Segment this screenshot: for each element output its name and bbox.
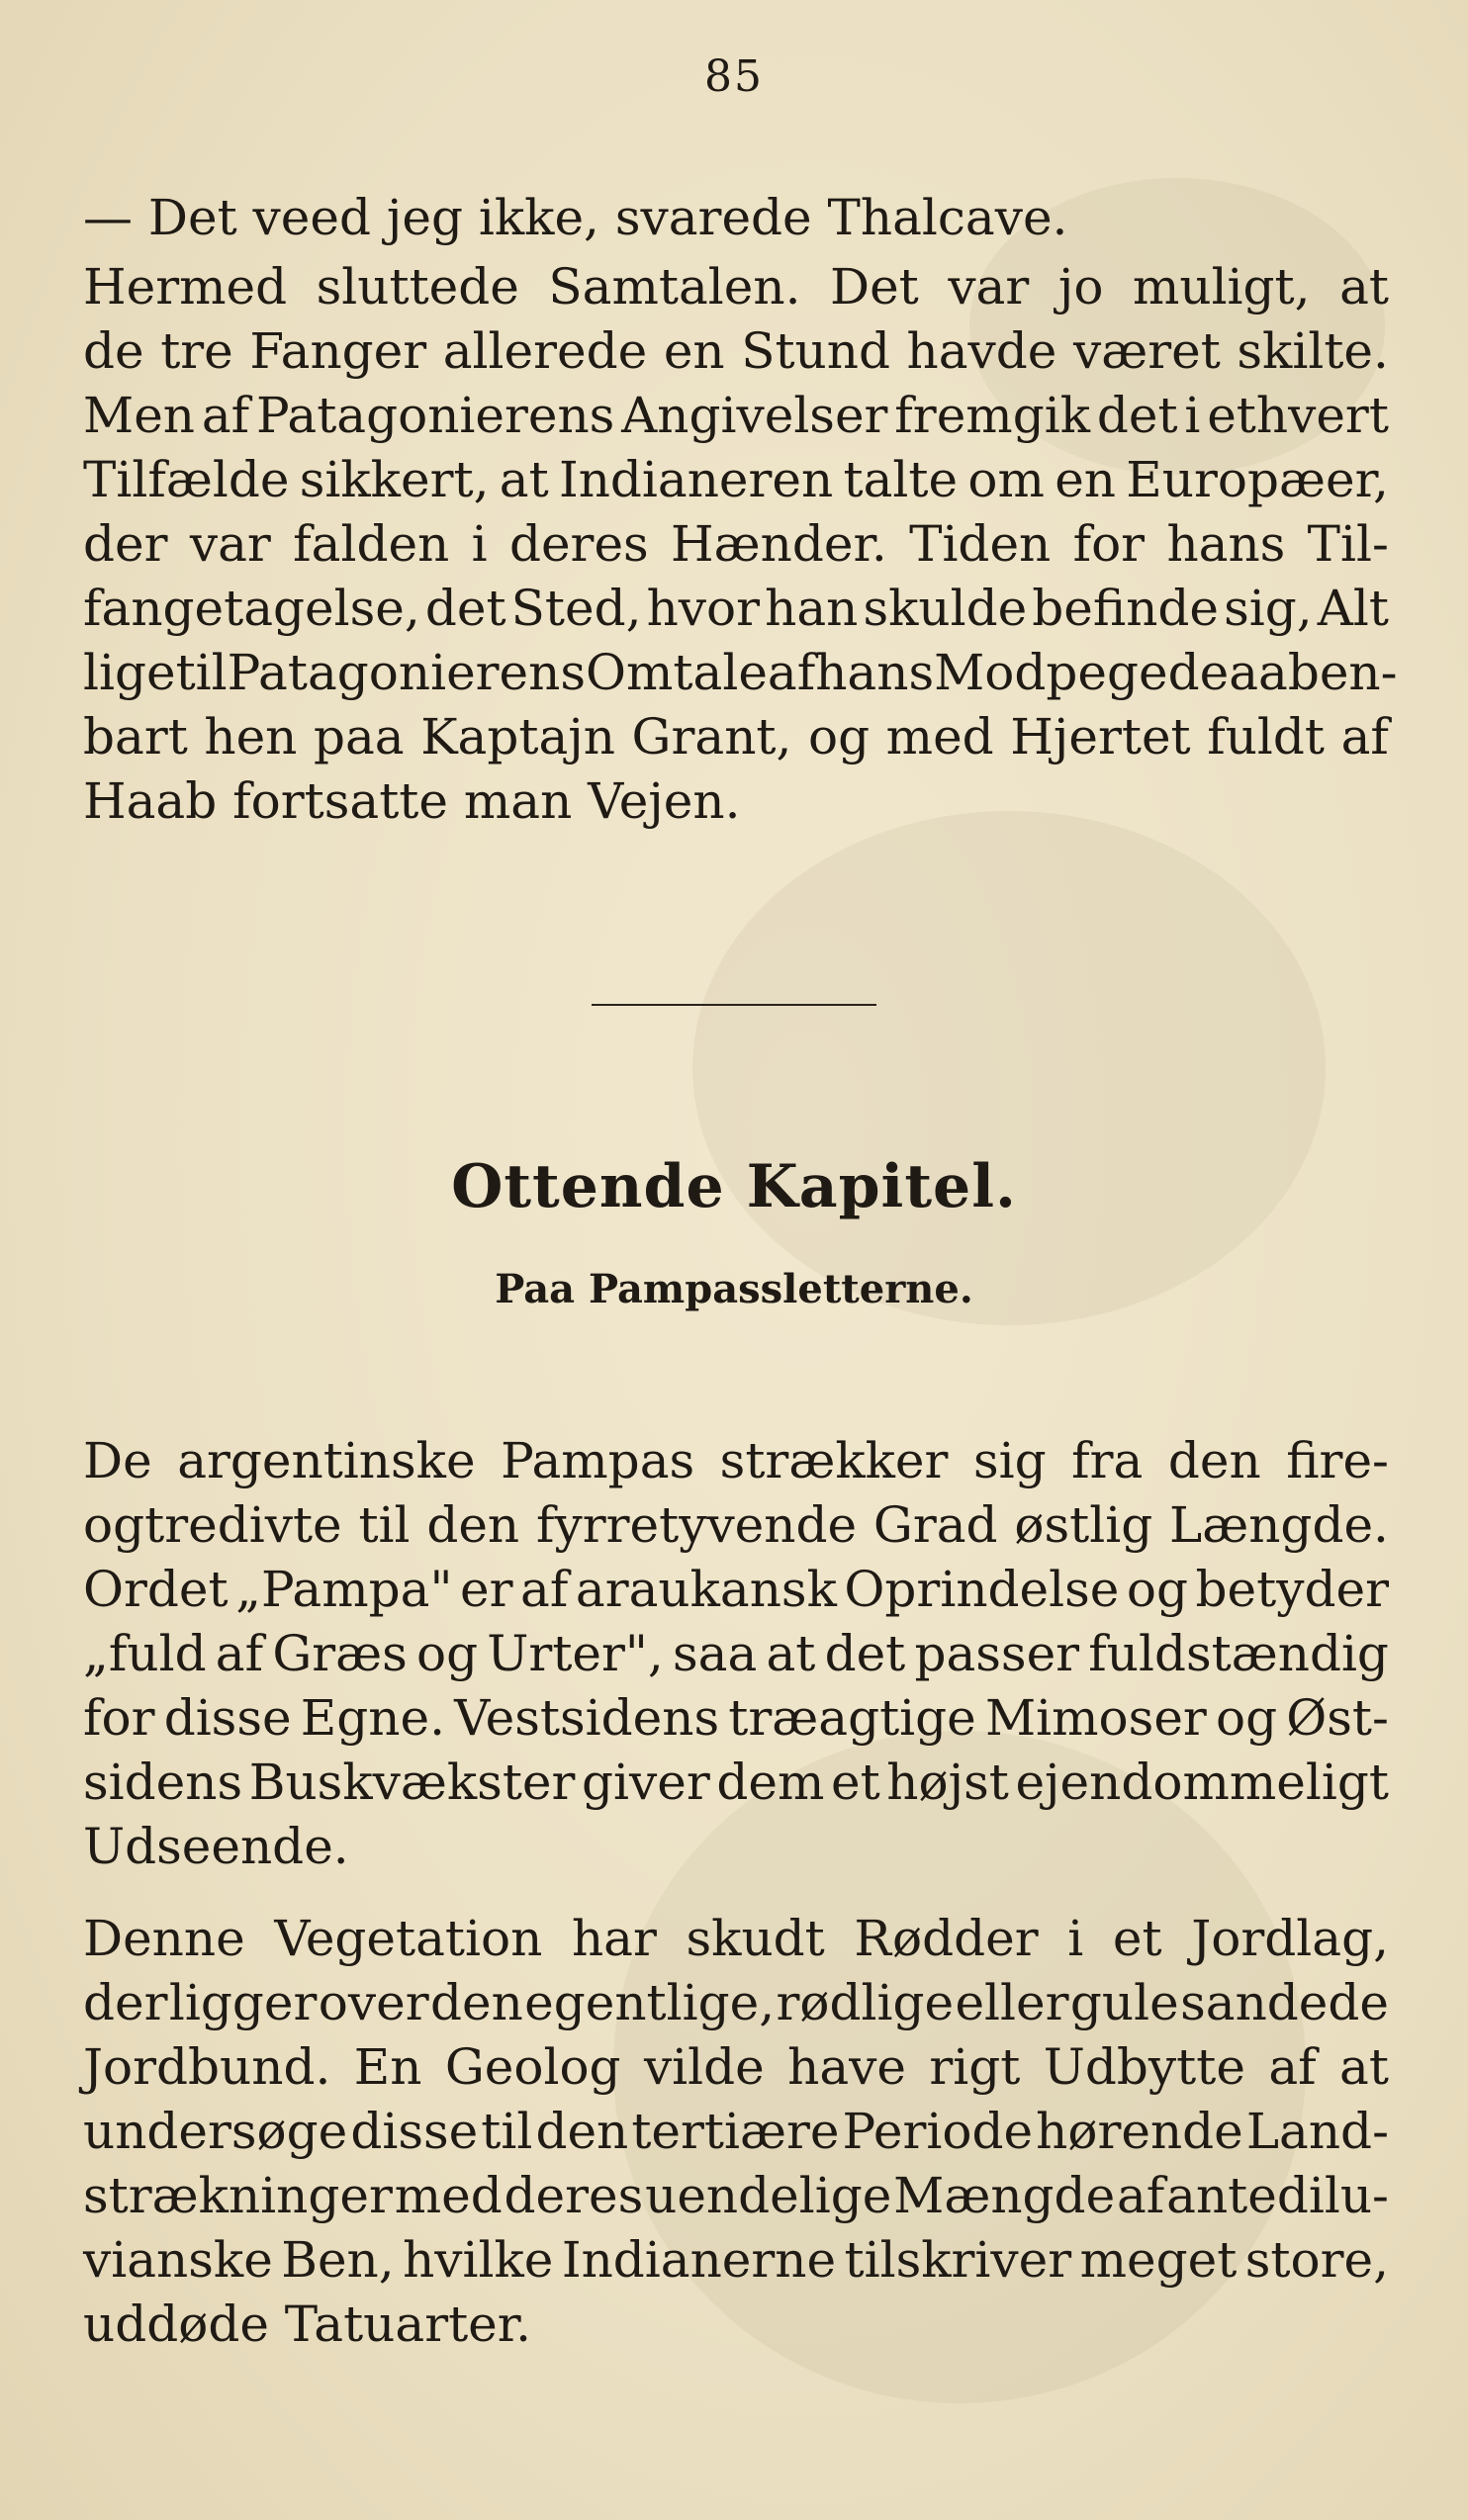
word: aaben- (1229, 644, 1398, 701)
word: araukansk (575, 1561, 837, 1618)
word: sikkert, (299, 451, 490, 508)
word: Indianerne (561, 2231, 837, 2289)
word: skilte. (1237, 322, 1389, 380)
word: ligetil (83, 644, 228, 701)
word: til (358, 1496, 411, 1554)
text-line (83, 1493, 1389, 1557)
word: Land- (1245, 2103, 1389, 2160)
word: af (1117, 2167, 1165, 2224)
word: og (807, 708, 871, 765)
word: Tilfælde (83, 451, 290, 508)
word: hans (1166, 515, 1286, 573)
text-line: Udseende. (83, 1818, 349, 1875)
word: paa (313, 708, 405, 765)
word: Alt (1317, 580, 1389, 637)
word: der (83, 515, 168, 573)
word: et (831, 1754, 880, 1811)
word: En (353, 2038, 422, 2096)
word: Samtalen. (548, 258, 801, 315)
word: Længde. (1169, 1496, 1389, 1554)
word: falden (293, 515, 450, 573)
word: skulde (863, 580, 1028, 637)
word: Mimoser (984, 1689, 1207, 1747)
word: rigt (929, 2038, 1021, 2096)
word: østlig (1014, 1496, 1153, 1554)
word: talte (843, 451, 959, 508)
word: befinde (1032, 580, 1220, 637)
section-divider (592, 1004, 876, 1006)
word: Vestsidens (454, 1689, 720, 1747)
word: gule (1069, 1974, 1179, 2031)
word: er (460, 1561, 513, 1618)
word: deres (504, 2167, 644, 2224)
word: Stund (741, 322, 890, 380)
text-line: Haab fortsatte man Vejen. (83, 772, 741, 830)
word: en (663, 322, 725, 380)
word: højst (886, 1754, 1009, 1811)
word: Indianeren (558, 451, 834, 508)
word: der (83, 1974, 168, 2031)
word: Geolog (444, 2038, 621, 2096)
word: af (215, 1625, 264, 1682)
word: af (520, 1561, 569, 1618)
word: fra (1071, 1432, 1144, 1489)
word: egentlige, (524, 1974, 776, 2031)
word: rødlige (776, 1974, 955, 2031)
word: været (1072, 322, 1221, 380)
word: af (1268, 2038, 1317, 2096)
word: Det (830, 258, 919, 315)
word: Mængde (893, 2167, 1116, 2224)
word: var (948, 258, 1030, 315)
word: giver (582, 1754, 710, 1811)
word: disse (163, 1689, 292, 1747)
word: den (429, 1974, 523, 2031)
word: hvor (646, 580, 761, 637)
word: det (1096, 387, 1178, 444)
word: om (967, 451, 1045, 508)
word: vianske (83, 2231, 273, 2289)
word: sluttede (316, 258, 519, 315)
word: Ben, (281, 2231, 395, 2289)
word: de (83, 322, 144, 380)
word: „Pampa" (235, 1561, 453, 1618)
word: Urter", (487, 1625, 664, 1682)
word: Jordlag, (1191, 1910, 1389, 1967)
text-line (83, 384, 1389, 447)
word: for (1072, 515, 1146, 573)
word: fyrretyvende (535, 1496, 858, 1554)
word: at (766, 1625, 816, 1682)
text-line (83, 512, 1389, 576)
word: disse (350, 2103, 479, 2160)
word: fire- (1286, 1432, 1389, 1489)
word: Mod (934, 644, 1047, 701)
word: Udbytte (1043, 2038, 1245, 2096)
word: hen (204, 708, 298, 765)
word: Europæer, (1126, 451, 1389, 508)
word: antedilu- (1166, 2167, 1389, 2224)
word: Men (83, 387, 195, 444)
word: Ordet (83, 1561, 229, 1618)
word: passer (914, 1625, 1080, 1682)
text-line (83, 1429, 1389, 1492)
word: have (787, 2038, 906, 2096)
word: Patagonierens (255, 387, 615, 444)
word: deres (508, 515, 649, 573)
text-line (83, 1686, 1389, 1750)
word: tre (160, 322, 233, 380)
word: det (424, 580, 506, 637)
word: tilskriver (844, 2231, 1072, 2289)
word: med (885, 708, 994, 765)
word: den (535, 2103, 629, 2160)
word: Kaptajn (420, 708, 615, 765)
word: saa (673, 1625, 758, 1682)
word: og (1126, 1561, 1188, 1618)
text-line (83, 2228, 1389, 2292)
word: hørende (1036, 2103, 1243, 2160)
word: Buskvækster (248, 1754, 576, 1811)
word: uendelige (645, 2167, 892, 2224)
word: og (1215, 1689, 1278, 1747)
word: af (201, 387, 250, 444)
word: ethvert (1207, 387, 1389, 444)
word: ogtredivte (83, 1496, 342, 1554)
word: sandede (1180, 1974, 1389, 2031)
word: Denne (83, 1910, 245, 1967)
text-line (83, 1622, 1389, 1685)
word: fremgik (894, 387, 1091, 444)
word: Øst- (1286, 1689, 1389, 1747)
word: sig (972, 1432, 1047, 1489)
word: Grad (872, 1496, 998, 1554)
word: vilde (643, 2038, 765, 2096)
word: jo (1057, 258, 1104, 315)
word: fangetagelse, (83, 580, 420, 637)
word: bart (83, 708, 188, 765)
word: har (571, 1910, 657, 1967)
word: for (83, 1689, 155, 1747)
text-line (83, 2035, 1389, 2099)
word: af (767, 644, 816, 701)
text-line (83, 448, 1389, 511)
text-line (83, 577, 1389, 640)
text-line (83, 705, 1389, 768)
word: var (189, 515, 271, 573)
word: argentinske (177, 1432, 476, 1489)
word: Fanger (249, 322, 427, 380)
word: i (1184, 387, 1201, 444)
word: Egne. (300, 1689, 445, 1747)
word: Vegetation (274, 1910, 543, 1967)
page-number: 85 (704, 51, 764, 102)
word: den (426, 1496, 520, 1554)
text-line (83, 2100, 1389, 2163)
word: „fuld (83, 1625, 207, 1682)
word: sig, (1224, 580, 1313, 637)
word: Oprindelse (844, 1561, 1120, 1618)
word: i (1067, 1910, 1084, 1967)
word: Pampas (501, 1432, 695, 1489)
text-line (83, 1971, 1389, 2034)
text-line (83, 319, 1389, 383)
word: og (416, 1625, 479, 1682)
word: De (83, 1432, 152, 1489)
word: med (394, 2167, 503, 2224)
word: tertiære (631, 2103, 840, 2160)
word: meget (1079, 2231, 1238, 2289)
word: fuldt (1207, 708, 1326, 765)
word: Tiden (909, 515, 1052, 573)
word: Grant, (631, 708, 792, 765)
word: muligt, (1132, 258, 1311, 315)
word: det (824, 1625, 906, 1682)
paper-stain (692, 811, 1326, 1325)
word: Til- (1307, 515, 1389, 573)
chapter-title: Ottende Kapitel. (451, 1152, 1017, 1221)
word: træagtige (728, 1689, 976, 1747)
word: at (1339, 2038, 1389, 2096)
word: den (1167, 1432, 1261, 1489)
word: hans (815, 644, 935, 701)
word: fuldstændig (1088, 1625, 1389, 1682)
word: eller (955, 1974, 1069, 2031)
word: et (1112, 1910, 1162, 1967)
word: af (1340, 708, 1389, 765)
word: ejendommeligt (1015, 1754, 1389, 1811)
word: allerede (442, 322, 648, 380)
word: sidens (83, 1754, 243, 1811)
word: Periode (842, 2103, 1034, 2160)
text-line (83, 1907, 1389, 1970)
word: strækninger (83, 2167, 393, 2224)
word: hvilke (403, 2231, 554, 2289)
word: Hjertet (1010, 708, 1191, 765)
text-line: uddøde Tatuarter. (83, 2295, 532, 2353)
word: skudt (686, 1910, 825, 1967)
word: Patagonierens (227, 644, 587, 701)
word: at (1339, 258, 1389, 315)
text-line (83, 1558, 1389, 1621)
text-line (83, 255, 1389, 318)
word: en (1055, 451, 1116, 508)
word: ligger (168, 1974, 318, 2031)
text-line (83, 2164, 1389, 2227)
word: dem (716, 1754, 825, 1811)
word: Hermed (83, 258, 288, 315)
word: Jordbund. (83, 2038, 331, 2096)
word: undersøge (83, 2103, 348, 2160)
chapter-subtitle: Paa Pampassletterne. (495, 1266, 973, 1312)
text-line (83, 1751, 1389, 1814)
text-line (83, 641, 1398, 704)
word: betyder (1195, 1561, 1389, 1618)
word: Angivelser (621, 387, 888, 444)
word: at (499, 451, 549, 508)
word: til (481, 2103, 533, 2160)
word: Sted, (510, 580, 642, 637)
word: i (471, 515, 488, 573)
word: Græs (272, 1625, 408, 1682)
word: over (318, 1974, 429, 2031)
word: Hænder. (671, 515, 887, 573)
word: Omtale (586, 644, 768, 701)
word: strækker (719, 1432, 949, 1489)
text-line: — Det veed jeg ikke, svarede Thalcave. (83, 189, 1068, 246)
word: havde (906, 322, 1057, 380)
word: store, (1244, 2231, 1389, 2289)
word: han (765, 580, 859, 637)
word: Rødder (854, 1910, 1039, 1967)
word: pegede (1046, 644, 1230, 701)
